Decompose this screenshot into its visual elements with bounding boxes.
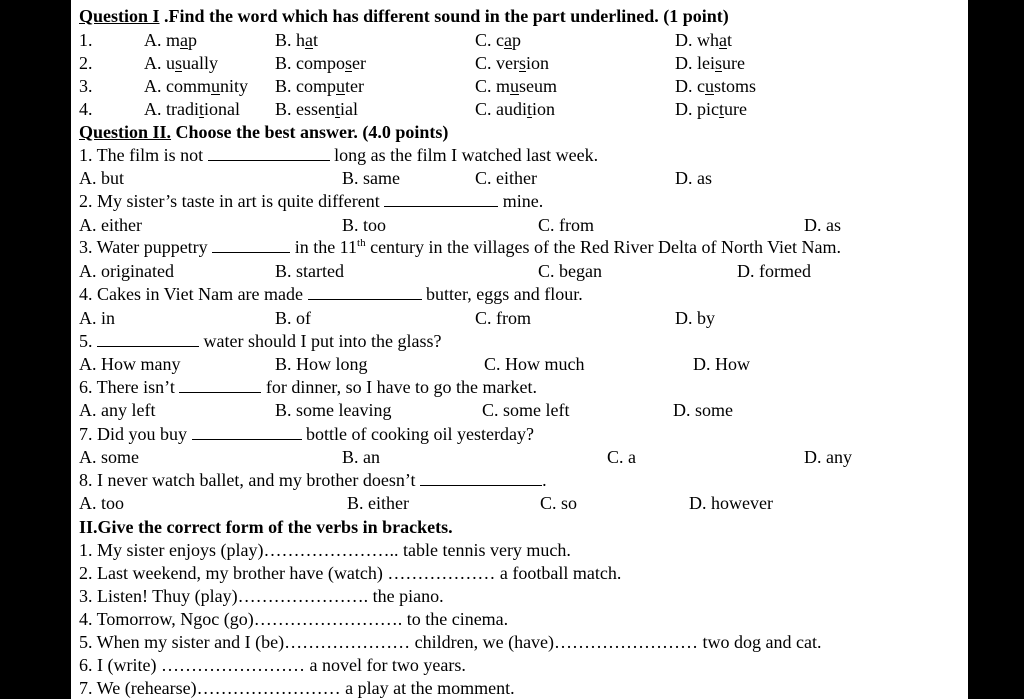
worksheet-page [71, 0, 968, 699]
q2-option-b[interactable]: B. How long [275, 354, 368, 374]
answer-blank[interactable] [97, 331, 199, 347]
q2-option-d[interactable]: D. any [804, 447, 852, 467]
q1-option-a: A. map [144, 30, 197, 50]
q2-option-b[interactable]: B. either [347, 493, 409, 513]
q1-option-b: B. computer [275, 76, 364, 96]
answer-blank[interactable] [384, 191, 498, 207]
q2-option-b[interactable]: B. of [275, 308, 311, 328]
answer-blank[interactable] [179, 377, 261, 393]
q1-option-a: A. community [144, 76, 249, 96]
q2-option-d[interactable]: D. How [693, 354, 750, 374]
q1-row-number: 3. [79, 76, 93, 96]
q1-row-number: 2. [79, 53, 93, 73]
q2-option-b[interactable]: B. too [342, 215, 387, 235]
q2-option-b[interactable]: B. started [275, 261, 344, 281]
q2-option-c[interactable]: C. How much [484, 354, 585, 374]
q1-option-b: B. essential [275, 99, 359, 119]
q2-option-a[interactable]: A. either [79, 215, 142, 235]
q1-option-c: C. cap [475, 30, 521, 50]
q1-option-a: A. traditional [144, 99, 240, 119]
answer-blank[interactable] [420, 470, 542, 486]
q2-question: 8. I never watch ballet, and my brother doesn’t . [79, 470, 547, 490]
q2-option-c[interactable]: C. some left [482, 400, 570, 420]
q1-heading: Question I .Find the word which has different sound in the part underlined. (1 point) [79, 6, 729, 26]
q1-option-c: C. audition [475, 99, 556, 119]
q3-heading: II.Give the correct form of the verbs in brackets. [79, 517, 453, 537]
q2-option-a[interactable]: A. any left [79, 400, 156, 420]
q2-question: 6. There isn’t for dinner, so I have to go the market. [79, 377, 538, 397]
q2-option-c[interactable]: C. began [538, 261, 602, 281]
q1-option-c: C. version [475, 53, 550, 73]
q2-question: 4. Cakes in Viet Nam are made butter, eggs and flour. [79, 284, 583, 304]
q2-option-c[interactable]: C. from [538, 215, 594, 235]
q1-option-d: D. picture [675, 99, 747, 119]
q2-option-a[interactable]: A. too [79, 493, 124, 513]
q2-option-a[interactable]: A. some [79, 447, 139, 467]
q2-option-c[interactable]: C. from [475, 308, 531, 328]
q2-option-c[interactable]: C. either [475, 168, 537, 188]
q2-option-d[interactable]: D. however [689, 493, 773, 513]
q2-option-b[interactable]: B. some leaving [275, 400, 392, 420]
q2-option-a[interactable]: A. in [79, 308, 115, 328]
q2-question: 7. Did you buy bottle of cooking oil yesterday? [79, 424, 534, 444]
q2-option-d[interactable]: D. as [804, 215, 841, 235]
q2-question: 2. My sister’s taste in art is quite different mine. [79, 191, 544, 211]
verb-exercise-line: 2. Last weekend, my brother have (watch) ……………… a football match. [79, 563, 622, 583]
verb-exercise-line: 7. We (rehearse)…………………… a play at the momment. [79, 678, 515, 698]
answer-blank[interactable] [212, 237, 290, 253]
q2-option-d[interactable]: D. formed [737, 261, 811, 281]
q1-option-d: D. leisure [675, 53, 745, 73]
verb-exercise-line: 6. I (write) …………………… a novel for two years. [79, 655, 466, 675]
q1-row-number: 4. [79, 99, 93, 119]
answer-blank[interactable] [192, 424, 302, 440]
verb-exercise-line: 3. Listen! Thuy (play)…………………. the piano. [79, 586, 444, 606]
verb-exercise-line: 5. When my sister and I (be)………………… children, we (have)…………………… two dog and cat. [79, 632, 822, 652]
q2-option-d[interactable]: D. some [673, 400, 733, 420]
q1-option-b: B. composer [275, 53, 366, 73]
q1-option-b: B. hat [275, 30, 319, 50]
verb-exercise-line: 1. My sister enjoys (play)………………….. table tennis very much. [79, 540, 571, 560]
q2-heading: Question II. Choose the best answer. (4.0 points) [79, 122, 449, 142]
q2-option-b[interactable]: B. an [342, 447, 380, 467]
verb-exercise-line: 4. Tomorrow, Ngoc (go)……………………. to the cinema. [79, 609, 509, 629]
q2-option-a[interactable]: A. originated [79, 261, 174, 281]
q1-option-d: D. what [675, 30, 733, 50]
q2-option-a[interactable]: A. but [79, 168, 124, 188]
q1-row-number: 1. [79, 30, 93, 50]
q2-option-c[interactable]: C. a [607, 447, 636, 467]
answer-blank[interactable] [208, 145, 330, 161]
q2-option-a[interactable]: A. How many [79, 354, 181, 374]
q1-option-a: A. usually [144, 53, 219, 73]
q2-question: 5. water should I put into the glass? [79, 331, 442, 351]
q2-option-d[interactable]: D. as [675, 168, 712, 188]
q2-question: 3. Water puppetry in the 11th century in the villages of the Red River Delta of North Viet Nam. [79, 237, 842, 257]
q1-option-c: C. museum [475, 76, 558, 96]
q2-option-c[interactable]: C. so [540, 493, 578, 513]
q2-question: 1. The film is not long as the film I watched last week. [79, 145, 599, 165]
q2-option-d[interactable]: D. by [675, 308, 715, 328]
answer-blank[interactable] [308, 284, 422, 300]
q1-option-d: D. customs [675, 76, 757, 96]
q2-option-b[interactable]: B. same [342, 168, 400, 188]
